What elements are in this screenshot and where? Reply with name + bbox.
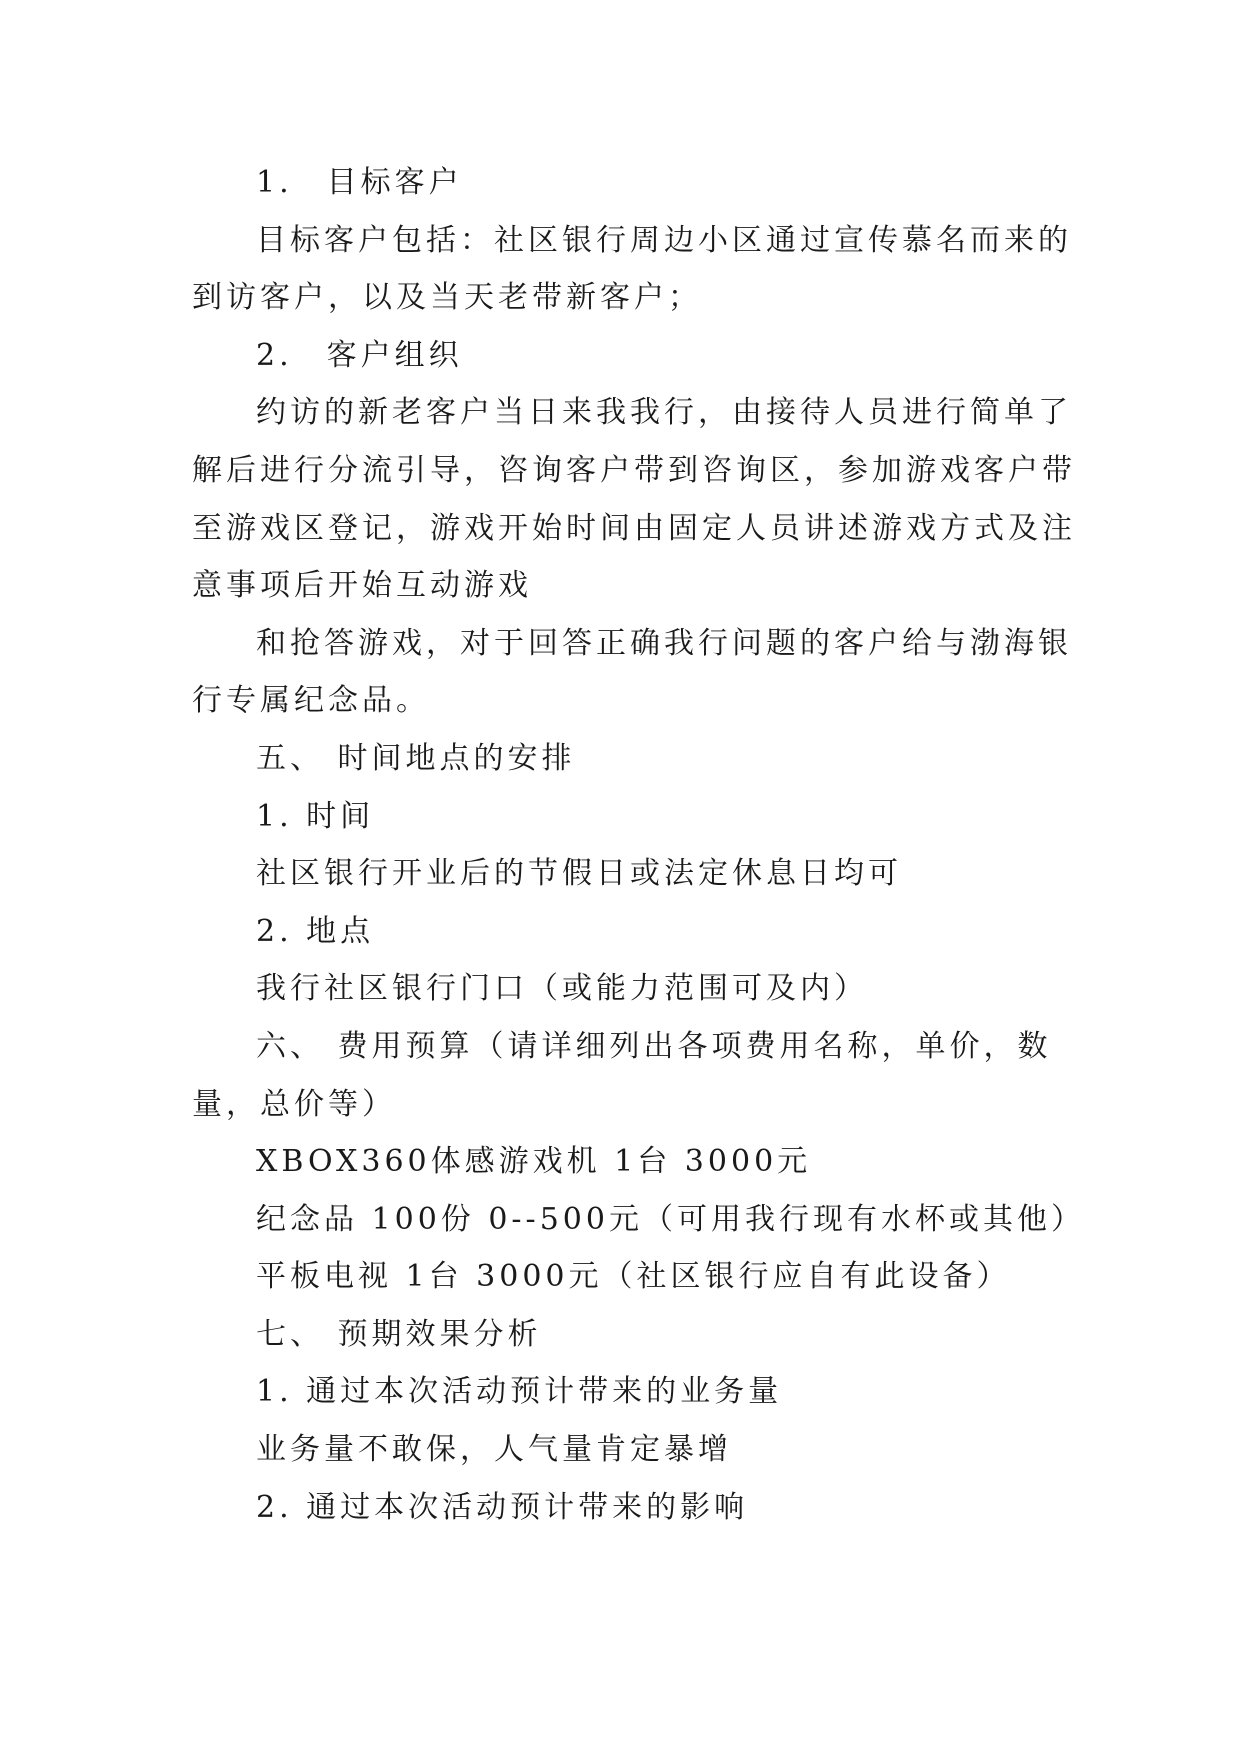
text-line: 六、 费用预算（请详细列出各项费用名称，单价，数 bbox=[256, 1028, 1052, 1064]
text-line: 我行社区银行门口（或能力范围可及内） bbox=[256, 971, 868, 1007]
text-line: 2. 客户组织 bbox=[256, 337, 463, 373]
text-line: 纪念品 100份 0--500元（可用我行现有水杯或其他） bbox=[256, 1201, 1085, 1237]
text-line: 目标客户包括：社区银行周边小区通过宣传慕名而来的 bbox=[256, 222, 1072, 258]
text-line: 约访的新老客户当日来我我行，由接待人员进行简单了 bbox=[256, 395, 1072, 431]
text-line: 1. 目标客户 bbox=[256, 165, 463, 200]
text-line: 到访客户，以及当天老带新客户； bbox=[192, 280, 702, 316]
document-body bbox=[192, 154, 1085, 1536]
text-line: 七、 预期效果分析 bbox=[256, 1316, 542, 1352]
text-line: 1. 时间 bbox=[256, 798, 375, 834]
text-line: 2. 地点 bbox=[256, 913, 375, 949]
text-line: 行专属纪念品。 bbox=[192, 683, 430, 719]
text-line: 量，总价等） bbox=[192, 1086, 396, 1122]
text-line: 意事项后开始互动游戏 bbox=[192, 568, 532, 604]
text-line: 和抢答游戏，对于回答正确我行问题的客户给与渤海银 bbox=[256, 625, 1072, 661]
text-line: 解后进行分流引导，咨询客户带到咨询区，参加游戏客户带 bbox=[192, 452, 1076, 488]
text-line: 至游戏区登记，游戏开始时间由固定人员讲述游戏方式及注 bbox=[192, 510, 1076, 546]
text-line: 业务量不敢保，人气量肯定暴增 bbox=[256, 1432, 732, 1468]
text-line: 五、 时间地点的安排 bbox=[256, 740, 576, 776]
text-line: 1. 通过本次活动预计带来的业务量 bbox=[256, 1374, 783, 1410]
text-line: 平板电视 1台 3000元（社区银行应自有此设备） bbox=[256, 1259, 1011, 1295]
text-line: 社区银行开业后的节假日或法定休息日均可 bbox=[256, 856, 902, 892]
text-line: 2. 通过本次活动预计带来的影响 bbox=[256, 1489, 749, 1525]
text-line: XBOX360体感游戏机 1台 3000元 bbox=[256, 1144, 812, 1180]
